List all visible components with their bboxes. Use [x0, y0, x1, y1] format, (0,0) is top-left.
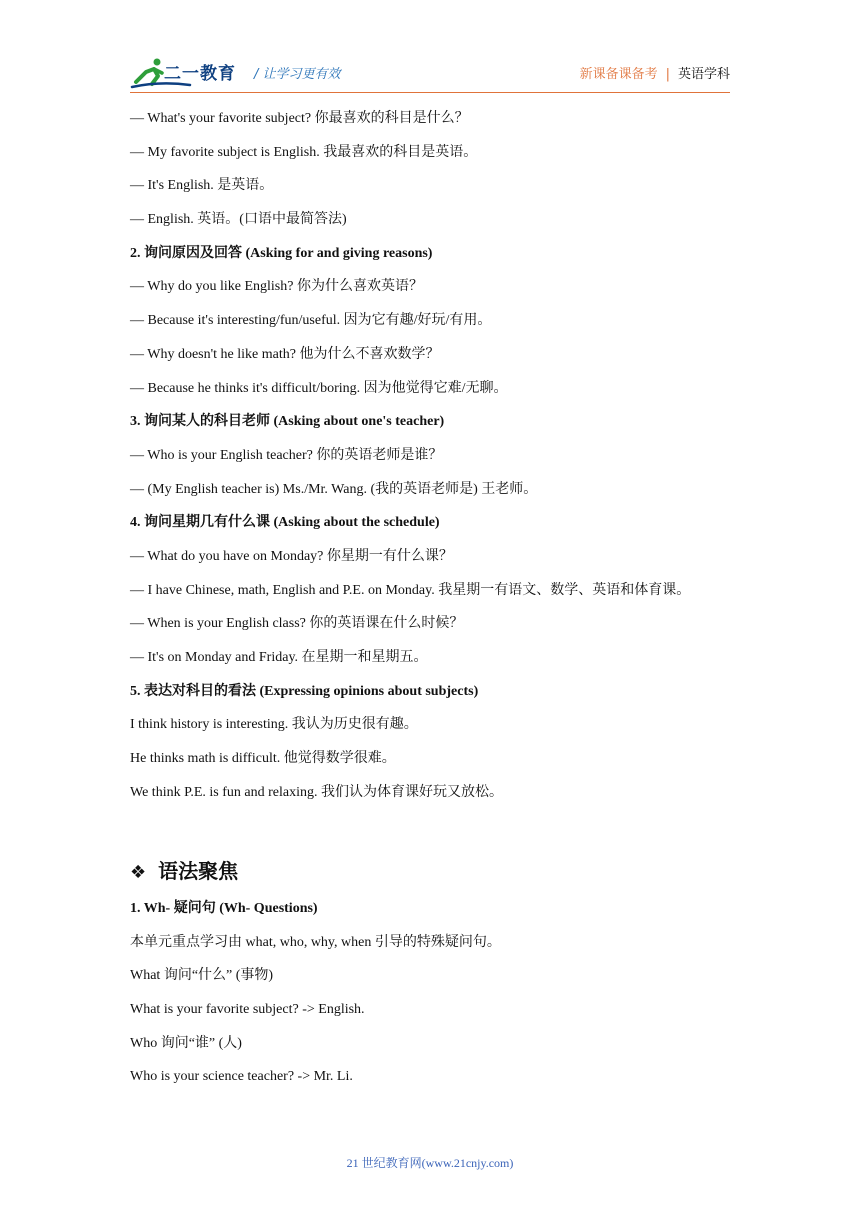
- text-line: I think history is interesting. 我认为历史很有趣。: [130, 717, 418, 733]
- text-line: 本单元重点学习由 what, who, why, when 引导的特殊疑问句。: [130, 934, 501, 950]
- text-line: — English. 英语。(口语中最简答法): [130, 212, 347, 228]
- text-line: — Because it's interesting/fun/useful. 因为它有趣/好玩/有用。: [130, 313, 492, 329]
- logo-text: 二一教育: [164, 64, 236, 84]
- section-heading: 语法聚焦: [158, 859, 239, 883]
- section-subheading: 4. 询问星期几有什么课 (Asking about the schedule): [130, 515, 440, 531]
- text-line: — When is your English class? 你的英语课在什么时候？: [130, 616, 464, 632]
- grammar-section: [130, 899, 750, 1101]
- text-line: — Why doesn't he like math? 他为什么不喜欢数学？: [130, 346, 440, 362]
- text-line: — It's English. 是英语。: [130, 178, 274, 194]
- page-header: [130, 50, 730, 94]
- text-line: — Because he thinks it's difficult/boring. 因为他觉得它难/无聊。: [130, 380, 508, 396]
- header-course-label: 新课备课备考: [579, 67, 658, 82]
- header-separator: |: [665, 67, 670, 82]
- text-line: Who 询问“谁” (人): [130, 1035, 242, 1051]
- header-slogan: / 让学习更有效: [254, 67, 341, 82]
- text-line: — Why do you like English? 你为什么喜欢英语？: [130, 279, 423, 295]
- text-line: — Who is your English teacher? 你的英语老师是谁？: [130, 447, 443, 463]
- text-line: — I have Chinese, math, English and P.E. on Monday. 我星期一有语文、数学、英语和体育课。: [130, 582, 691, 598]
- text-line: Who is your science teacher? -> Mr. Li.: [130, 1069, 353, 1085]
- section-subheading: 2. 询问原因及回答 (Asking for and giving reasons): [130, 245, 433, 261]
- text-line: What is your favorite subject? -> English.: [130, 1002, 365, 1018]
- dialogue-section: [130, 109, 750, 816]
- section-subheading: 3. 询问某人的科目老师 (Asking about one's teacher): [130, 414, 445, 430]
- diamond-bullet-icon: ❖: [130, 862, 147, 883]
- text-line: He thinks math is difficult. 他觉得数学很难。: [130, 751, 396, 767]
- text-line: — What do you have on Monday? 你星期一有什么课？: [130, 548, 453, 564]
- text-line: — What's your favorite subject? 你最喜欢的科目是什么？: [130, 111, 469, 126]
- text-line: — My favorite subject is English. 我最喜欢的科目是英语。: [130, 144, 478, 160]
- text-line: What 询问“什么” (事物): [130, 968, 274, 984]
- header-rule: [130, 92, 730, 93]
- text-line: We think P.E. is fun and relaxing. 我们认为体育课好玩又放松。: [130, 784, 503, 800]
- page-footer: 21 世纪教育网(www.21cnjy.com): [346, 1156, 514, 1170]
- grammar-section-title: [130, 855, 238, 884]
- header-subject: [580, 63, 730, 82]
- section-subheading: 1. Wh- 疑问句 (Wh- Questions): [130, 901, 318, 916]
- section-subheading: 5. 表达对科目的看法 (Expressing opinions about subjects): [130, 683, 479, 699]
- header-subject-label: 英语学科: [677, 67, 730, 82]
- text-line: — It's on Monday and Friday. 在星期一和星期五。: [130, 650, 428, 665]
- text-line: — (My English teacher is) Ms./Mr. Wang. (我的英语老师是) 王老师。: [130, 481, 538, 497]
